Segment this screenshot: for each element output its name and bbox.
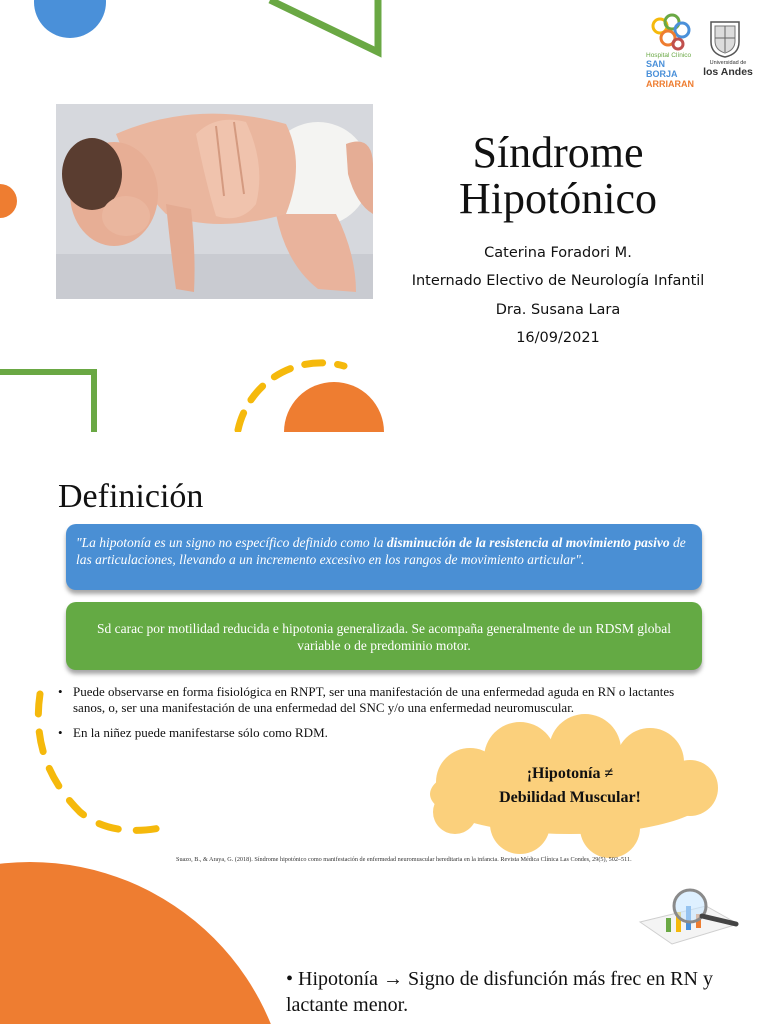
orange-half-circle-left: [0, 184, 17, 218]
arrow-icon: →: [383, 968, 404, 990]
university-logo-small: Universidad de: [709, 60, 747, 66]
characteristics-text: Sd carac por motilidad reducida e hipotonia generalizada. Se acompaña generalmente de un RDSM global variable o de predominio motor.: [97, 621, 671, 653]
infant-photo: [56, 104, 373, 299]
hospital-logo-line3: ARRIARAN: [646, 79, 694, 89]
title-line-2: Hipotónico: [459, 174, 657, 223]
university-logo-text: [700, 46, 756, 78]
cloud-line-1: ¡Hipotonía ≠: [526, 765, 614, 782]
bullet-marker: •: [58, 725, 63, 740]
presentation-date: 16/09/2021: [516, 330, 600, 346]
quote-suffix: de las articulaciones, llevando a un incremento excesivo en los rangos de movimiento articular".: [76, 535, 686, 567]
orange-big-circle: [0, 862, 290, 1024]
hospital-logo-line2: SAN BORJA: [646, 59, 678, 79]
quote-prefix: "La hipotonía es un signo no específico definido como la: [76, 535, 387, 550]
hospital-logo-line1: Hospital Clínico: [646, 52, 692, 59]
bullet-item: [58, 684, 698, 716]
bullet-text: En la niñez puede manifestarse sólo como RDM.: [73, 725, 328, 740]
hospital-logo-icon: [650, 12, 692, 52]
summary-part-b: Signo de disfunción más frec en RN y lactante menor.: [286, 968, 713, 1016]
cloud-line-2: Debilidad Muscular!: [499, 789, 641, 806]
blue-circle-decor: [34, 0, 106, 38]
definition-slide: [0, 432, 768, 1024]
title-slide: [0, 0, 768, 432]
reference-citation: Suazo, B., & Araya, G. (2018). Síndrome hipotónico como manifestación de enfermedad neuromuscular hereditaria en la infancia. Revista Médica Clínica Las Condes, 29(5), 502–511.: [176, 856, 632, 863]
bullet-marker: •: [58, 684, 63, 699]
summary-bullet: [286, 966, 726, 1018]
title-line-1: Síndrome: [472, 128, 644, 177]
definition-quote: [76, 534, 692, 568]
university-logo-name: los Andes: [703, 66, 753, 78]
supervisor-name: Dra. Susana Lara: [495, 302, 621, 318]
green-bracket-decor: [0, 372, 94, 432]
bullet-text: Puede observarse en forma fisiológica en RNPT, ser una manifestación de una enfermedad aguda en RN o lactantes sanos, o, ser una manifestación de una enfermedad del SNC y/o una enfermedad neuromuscular.: [73, 684, 675, 715]
bullet-item: [58, 725, 698, 741]
green-corner-decor: [270, 0, 378, 52]
quote-bold: disminución de la resistencia al movimiento pasivo: [386, 535, 670, 550]
program-name: Internado Electivo de Neurología Infantil: [411, 273, 705, 289]
cloud-callout: [452, 762, 688, 810]
summary-part-a: Hipotonía: [298, 968, 384, 990]
summary-bullet-marker: •: [286, 968, 294, 990]
hospital-logo-text: [646, 52, 698, 89]
orange-half-circle-bottom: [284, 382, 384, 432]
definition-title: Definición: [58, 478, 204, 515]
definition-quote-box: [66, 524, 702, 590]
characteristics-box: [66, 602, 702, 670]
magnifier-chart-icon: [636, 884, 742, 946]
slide-title: [400, 130, 716, 222]
definition-bullets: [58, 684, 698, 750]
author-name: Caterina Foradori M.: [484, 245, 632, 261]
